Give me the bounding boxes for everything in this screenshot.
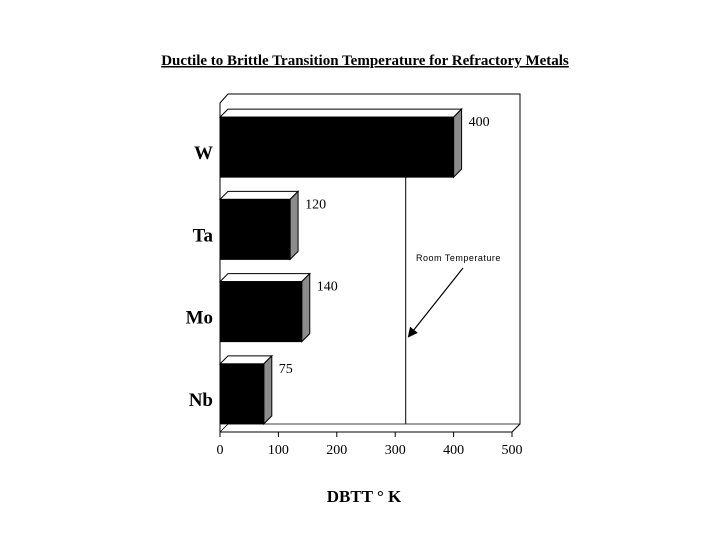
category-label: Mo — [185, 307, 213, 329]
bar-top-face — [220, 109, 462, 117]
category-label: W — [194, 143, 213, 165]
bar-nb — [220, 356, 272, 424]
data-label: 400 — [468, 115, 490, 131]
bar-w — [220, 109, 462, 177]
bars-layer — [186, 109, 490, 424]
bar-ta — [220, 191, 298, 259]
x-tick-label: 100 — [267, 443, 289, 458]
bar-side-face — [302, 274, 310, 342]
x-tick-label: 300 — [384, 443, 406, 458]
reference-line-label: Room Temperature — [416, 253, 501, 263]
bar-mo — [220, 274, 310, 342]
arrow-icon — [409, 268, 463, 336]
bar-side-face — [264, 356, 272, 424]
data-label: 75 — [278, 361, 293, 377]
bar-front-face — [220, 117, 454, 177]
x-axis — [217, 432, 523, 458]
bar-side-face — [454, 109, 462, 177]
category-label: Nb — [188, 389, 213, 411]
category-label: Ta — [192, 225, 213, 247]
bar-front-face — [220, 364, 264, 424]
x-tick-label: 500 — [501, 443, 523, 458]
bar-front-face — [220, 199, 290, 259]
bar-top-face — [220, 356, 272, 364]
x-tick-label: 0 — [216, 443, 224, 458]
bar-top-face — [220, 274, 310, 282]
chart-title: Ductile to Brittle Transition Temperature for Refractory Metals — [161, 53, 569, 69]
data-label: 120 — [305, 197, 327, 213]
bar-top-face — [220, 191, 298, 199]
x-axis-label: DBTT ° K — [326, 487, 402, 506]
x-tick-label: 400 — [443, 443, 465, 458]
x-tick-label: 200 — [326, 443, 348, 458]
bar-side-face — [290, 191, 298, 259]
room-temperature-annotation — [406, 172, 501, 424]
data-label: 140 — [316, 279, 338, 295]
bar-front-face — [220, 282, 302, 342]
